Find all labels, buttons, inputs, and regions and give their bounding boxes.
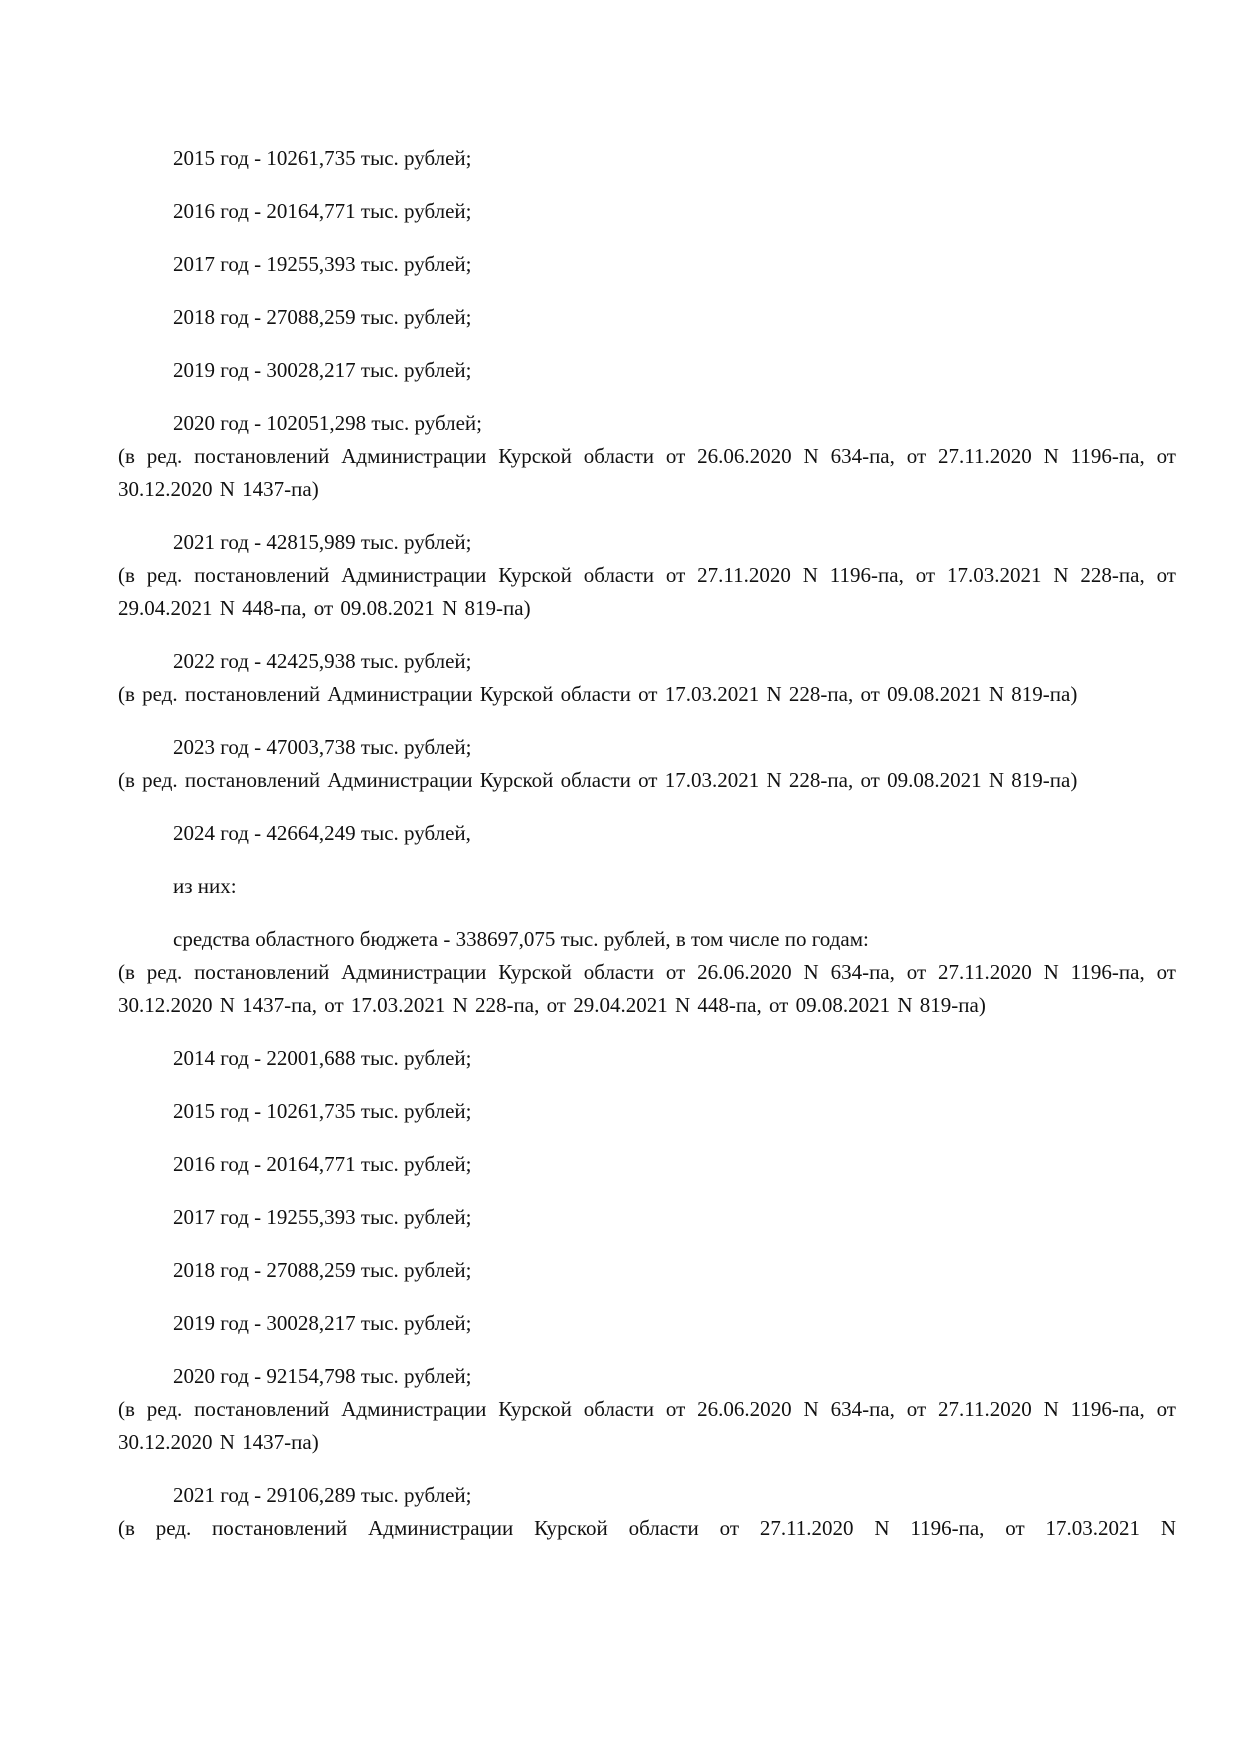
total-year-2024: [118, 817, 1176, 850]
year-line: 2019 год - 30028,217 тыс. рублей;: [173, 358, 472, 382]
year-line: 2021 год - 42815,989 тыс. рублей;: [173, 530, 472, 554]
amendment-note: (в ред. постановлений Администрации Курской области от 17.03.2021 N 228-па, от 09.08.2021 N 819-па): [118, 682, 1078, 706]
amendment-note: (в ред. постановлений Администрации Курской области от 17.03.2021 N 228-па, от 09.08.2021 N 819-па): [118, 768, 1078, 792]
year-line: 2024 год - 42664,249 тыс. рублей,: [173, 821, 471, 845]
year-line: 2019 год - 30028,217 тыс. рублей;: [173, 1311, 472, 1335]
year-line: 2017 год - 19255,393 тыс. рублей;: [173, 1205, 472, 1229]
year-line: 2016 год - 20164,771 тыс. рублей;: [173, 1152, 472, 1176]
year-line: 2023 год - 47003,738 тыс. рублей;: [173, 735, 472, 759]
amendment-note: (в ред. постановлений Администрации Курской области от 26.06.2020 N 634-па, от 27.11.2020 N 1196-па, от 30.12.2020 N 1437-па): [118, 1397, 1176, 1454]
regional-year-2021: [118, 1479, 1176, 1545]
regional-year-2018: [118, 1254, 1176, 1287]
regional-budget-header: [118, 923, 1176, 1022]
amendment-note: (в ред. постановлений Администрации Курской области от 27.11.2020 N 1196-па, от 17.03.2021 N: [118, 1516, 1176, 1540]
regional-year-2019: [118, 1307, 1176, 1340]
year-line: 2016 год - 20164,771 тыс. рублей;: [173, 199, 472, 223]
amendment-note: (в ред. постановлений Администрации Курской области от 26.06.2020 N 634-па, от 27.11.2020 N 1196-па, от 30.12.2020 N 1437-па, от 17.03.2021 N 228-па, от 29.04.2021 N 448-па, от 09.08.2021 N 819-па): [118, 960, 1176, 1017]
amendment-note: (в ред. постановлений Администрации Курской области от 27.11.2020 N 1196-па, от 17.03.2021 N 228-па, от 29.04.2021 N 448-па, от 09.08.2021 N 819-па): [118, 563, 1176, 620]
regional-year-2016: [118, 1148, 1176, 1181]
regional-year-2014: [118, 1042, 1176, 1075]
regional-year-2015: [118, 1095, 1176, 1128]
year-line: 2021 год - 29106,289 тыс. рублей;: [173, 1483, 472, 1507]
regional-year-2017: [118, 1201, 1176, 1234]
year-line: 2022 год - 42425,938 тыс. рублей;: [173, 649, 472, 673]
of-them: [118, 870, 1176, 903]
total-year-2022: [118, 645, 1176, 711]
year-line: 2020 год - 102051,298 тыс. рублей;: [173, 411, 483, 435]
year-line: 2015 год - 10261,735 тыс. рублей;: [173, 1099, 472, 1123]
regional-year-2020: [118, 1360, 1176, 1459]
total-year-2018: [118, 301, 1176, 334]
year-line: 2015 год - 10261,735 тыс. рублей;: [173, 146, 472, 170]
amendment-note: (в ред. постановлений Администрации Курской области от 26.06.2020 N 634-па, от 27.11.2020 N 1196-па, от 30.12.2020 N 1437-па): [118, 444, 1176, 501]
of-them-label: из них:: [173, 874, 237, 898]
total-year-2021: [118, 526, 1176, 625]
document-page: [118, 142, 1176, 1565]
year-line: 2014 год - 22001,688 тыс. рублей;: [173, 1046, 472, 1070]
total-year-2017: [118, 248, 1176, 281]
year-line: 2017 год - 19255,393 тыс. рублей;: [173, 252, 472, 276]
total-year-2019: [118, 354, 1176, 387]
year-line: 2018 год - 27088,259 тыс. рублей;: [173, 1258, 472, 1282]
total-year-2020: [118, 407, 1176, 506]
year-line: 2020 год - 92154,798 тыс. рублей;: [173, 1364, 472, 1388]
year-line: 2018 год - 27088,259 тыс. рублей;: [173, 305, 472, 329]
total-year-2016: [118, 195, 1176, 228]
total-year-2023: [118, 731, 1176, 797]
regional-budget-total: средства областного бюджета - 338697,075 тыс. рублей, в том числе по годам:: [173, 927, 869, 951]
total-year-2015: [118, 142, 1176, 175]
